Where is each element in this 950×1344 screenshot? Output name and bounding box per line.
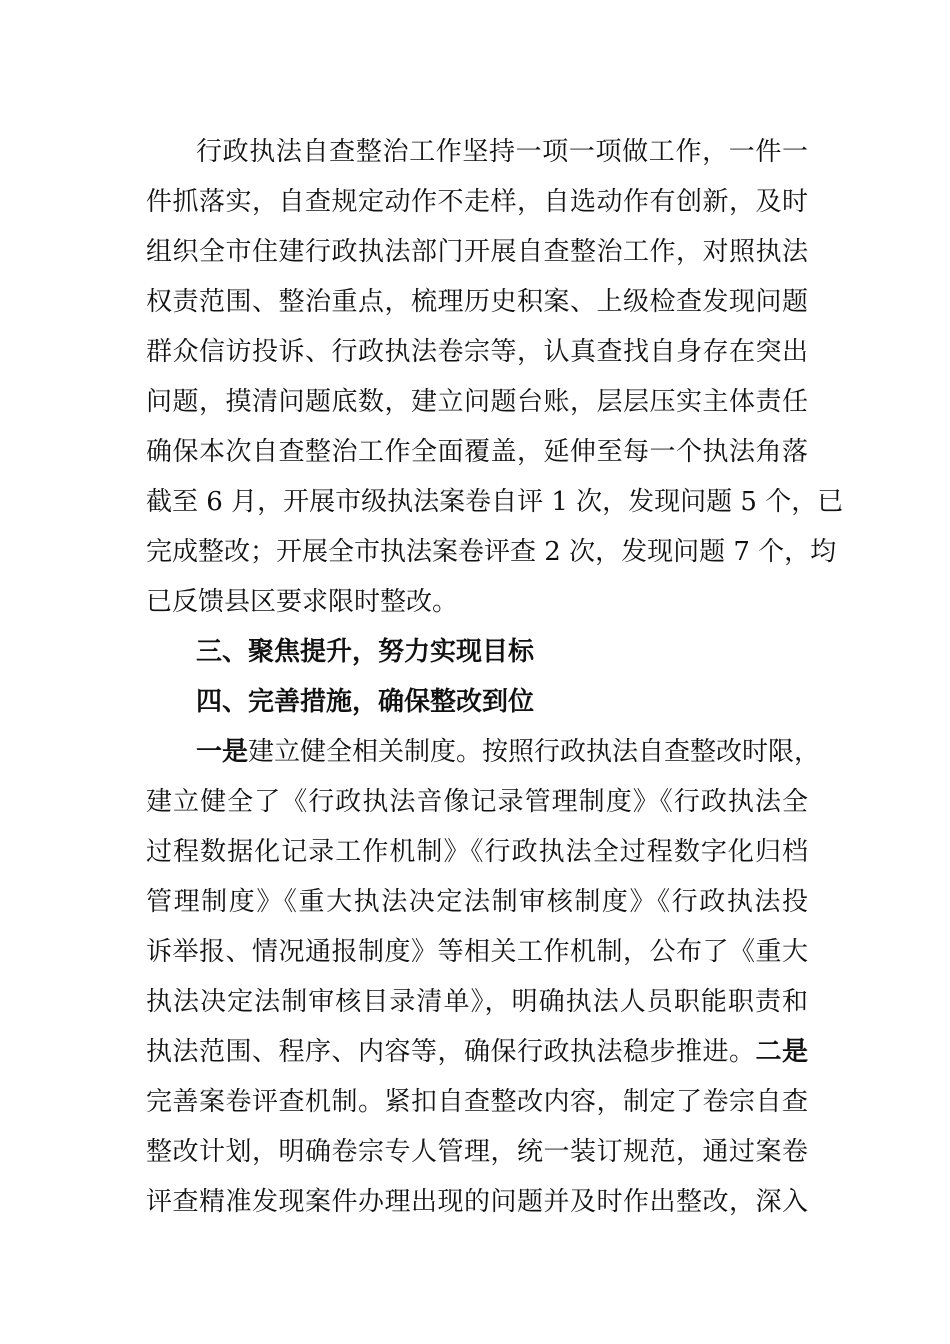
paragraph-line: 行政执法自查整治工作坚持一项一项做工作，一件一 xyxy=(196,137,808,167)
paragraph-line xyxy=(146,1035,808,1069)
paragraph-line: 件抓落实，自查规定动作不走样，自选动作有创新，及时 xyxy=(146,187,808,217)
paragraph-text: 执法范围、程序、内容等，确保行政执法稳步推进。 xyxy=(146,1037,756,1067)
paragraph-line: 组织全市住建行政执法部门开展自查整治工作，对照执法 xyxy=(146,237,808,267)
section-heading-4: 四、完善措施，确保整改到位 xyxy=(196,687,535,717)
paragraph-line: 诉举报、情况通报制度》等相关工作机制，公布了《重大 xyxy=(146,937,808,967)
paragraph-line: 权责范围、整治重点，梳理历史积案、上级检查发现问题 xyxy=(146,287,808,317)
paragraph-line: 管理制度》《重大执法决定法制审核制度》《行政执法投 xyxy=(146,887,808,917)
paragraph-line: 整改计划，明确卷宗专人管理，统一装订规范，通过案卷 xyxy=(146,1137,808,1167)
paragraph-line: 已反馈县区要求限时整改。 xyxy=(146,587,459,617)
paragraph-line: 建立健全了《行政执法音像记录管理制度》《行政执法全 xyxy=(146,787,808,817)
paragraph-text: 建立健全相关制度。按照行政执法自查整改时限， xyxy=(248,737,821,767)
section-heading-3: 三、聚焦提升，努力实现目标 xyxy=(196,637,535,667)
paragraph-line: 截至 6 月，开展市级执法案卷自评 1 次，发现问题 5 个，已 xyxy=(146,487,844,517)
paragraph-line: 完成整改；开展全市执法案卷评查 2 次，发现问题 7 个，均 xyxy=(146,537,837,567)
paragraph-line: 评查精准发现案件办理出现的问题并及时作出整改，深入 xyxy=(146,1187,808,1217)
paragraph-line: 完善案卷评查机制。紧扣自查整改内容，制定了卷宗自查 xyxy=(146,1087,808,1117)
emphasis-second: 二是 xyxy=(755,1037,808,1067)
paragraph-line: 确保本次自查整治工作全面覆盖，延伸至每一个执法角落 xyxy=(146,437,808,467)
paragraph-line: 问题，摸清问题底数，建立问题台账，层层压实主体责任 xyxy=(146,387,808,417)
emphasis-first: 一是 xyxy=(196,737,249,767)
paragraph-line: 群众信访投诉、行政执法卷宗等，认真查找自身存在突出 xyxy=(146,337,808,367)
paragraph-line: 过程数据化记录工作机制》《行政执法全过程数字化归档 xyxy=(146,837,808,867)
paragraph-line xyxy=(196,735,821,769)
paragraph-line: 执法决定法制审核目录清单》，明确执法人员职能职责和 xyxy=(146,987,808,1017)
